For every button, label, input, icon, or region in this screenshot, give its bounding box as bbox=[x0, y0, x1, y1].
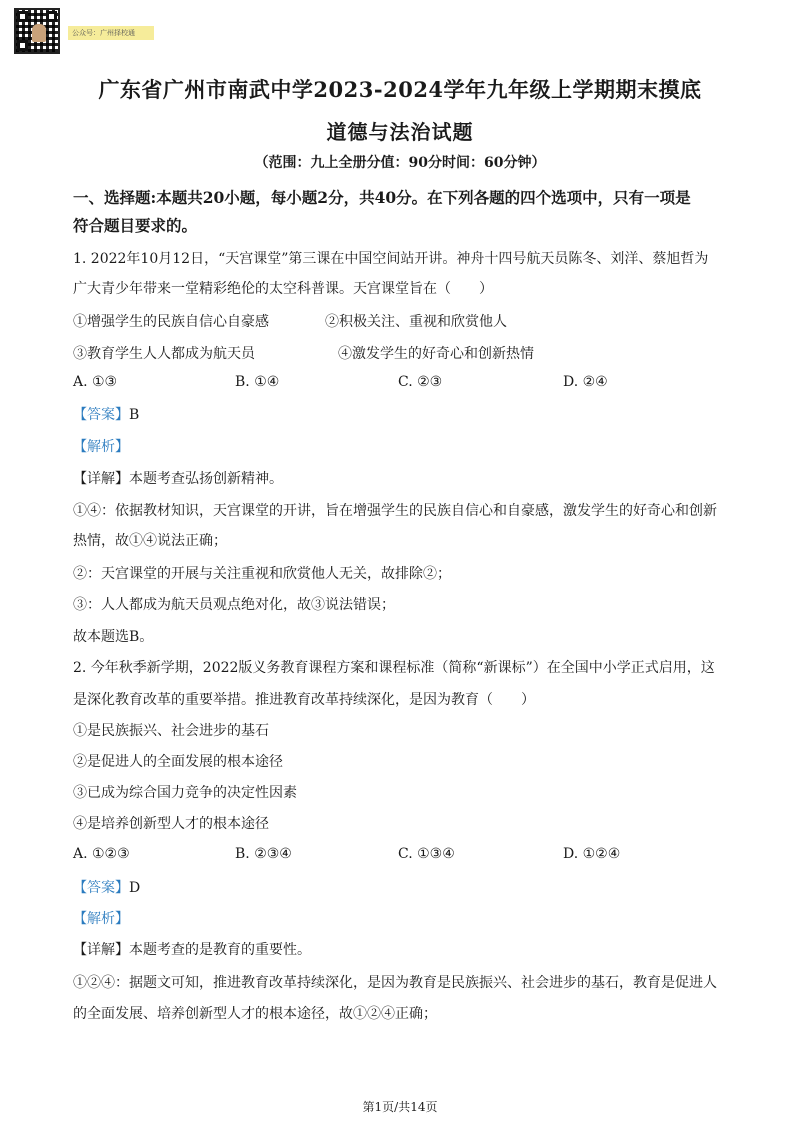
answer-tag: 【答案】 bbox=[73, 407, 129, 423]
q2-answer bbox=[73, 877, 140, 897]
q2-option-c: C. ①③④ bbox=[398, 846, 455, 862]
q1-analysis-tag: 【解析】 bbox=[73, 439, 129, 455]
wechat-badge: 公众号：广州择校通 bbox=[68, 26, 154, 40]
qr-code-image bbox=[14, 8, 60, 54]
q1-detail: ①④：依据教材知识，天宫课堂的开讲，旨在增强学生的民族自信心和自豪感，激发学生的好奇心和创新 bbox=[73, 503, 717, 519]
q1-detail: ③：人人都成为航天员观点绝对化，故③说法错误； bbox=[73, 597, 395, 613]
q2-statement-3: ③已成为综合国力竞争的决定性因素 bbox=[73, 785, 297, 801]
q2-option-a: A. ①②③ bbox=[73, 846, 130, 862]
q2-statement-4: ④是培养创新型人才的根本途径 bbox=[73, 816, 269, 832]
q2-analysis-tag: 【解析】 bbox=[73, 911, 129, 927]
q2-detail: 的全面发展、培养创新型人才的根本途径，故①②④正确； bbox=[73, 1006, 437, 1022]
section-heading-cont: 符合题目要求的。 bbox=[73, 216, 198, 235]
answer-value: B bbox=[129, 407, 140, 423]
q1-statement-3: ③教育学生人人都成为航天员 bbox=[73, 346, 255, 362]
q2-statement-2: ②是促进人的全面发展的根本途径 bbox=[73, 754, 283, 770]
q1-option-c: C. ②③ bbox=[398, 374, 443, 390]
q2-detail: ①②④：据题文可知，推进教育改革持续深化，是因为教育是民族振兴、社会进步的基石，教育是促进人 bbox=[73, 975, 717, 991]
page-number: 第1页/共14页 bbox=[362, 1100, 438, 1114]
q1-option-d: D. ②④ bbox=[563, 374, 608, 390]
q1-stem: 1. 2022年10月12日，“天宫课堂”第三课在中国空间站开讲。神舟十四号航天员陈冬、刘洋、蔡旭哲为 bbox=[73, 251, 709, 267]
section-heading: 一、选择题:本题共20小题，每小题2分，共40分。在下列各题的四个选项中，只有一项是 bbox=[73, 188, 691, 207]
q1-answer bbox=[73, 404, 139, 424]
q1-statement-2: ②积极关注、重视和欣赏他人 bbox=[325, 314, 507, 330]
answer-value: D bbox=[129, 880, 141, 896]
q2-statement-1: ①是民族振兴、社会进步的基石 bbox=[73, 723, 269, 739]
page-title: 广东省广州市南武中学2023-2024学年九年级上学期期末摸底 bbox=[98, 77, 702, 102]
q1-option-a: A. ①③ bbox=[73, 374, 118, 390]
q1-detail: 热情，故①④说法正确； bbox=[73, 533, 227, 549]
page-subtitle: 道德与法治试题 bbox=[326, 120, 474, 144]
q1-option-b: B. ①④ bbox=[235, 374, 280, 390]
q2-option-b: B. ②③④ bbox=[235, 846, 292, 862]
avatar bbox=[32, 24, 46, 42]
q2-stem-cont: 是深化教育改革的重要举措。推进教育改革持续深化，是因为教育（ ） bbox=[73, 692, 535, 708]
q1-statement-4: ④激发学生的好奇心和创新热情 bbox=[338, 346, 534, 362]
q2-detail: 【详解】本题考查的是教育的重要性。 bbox=[73, 942, 311, 958]
answer-tag: 【答案】 bbox=[73, 880, 129, 896]
exam-scope: （范围：九上全册分值：90分时间：60分钟） bbox=[254, 155, 546, 171]
q2-stem: 2. 今年秋季新学期，2022版义务教育课程方案和课程标准（简称“新课标”）在全国中小学正式启用，这 bbox=[73, 660, 715, 676]
q1-detail: 故本题选B。 bbox=[73, 629, 154, 645]
q2-option-d: D. ①②④ bbox=[563, 846, 621, 862]
q1-statement-1: ①增强学生的民族自信心自豪感 bbox=[73, 314, 269, 330]
q1-detail: ②：天宫课堂的开展与关注重视和欣赏他人无关，故排除②； bbox=[73, 566, 451, 582]
q1-detail: 【详解】本题考查弘扬创新精神。 bbox=[73, 471, 283, 487]
q1-stem-cont: 广大青少年带来一堂精彩绝伦的太空科普课。天宫课堂旨在（ ） bbox=[73, 281, 493, 297]
